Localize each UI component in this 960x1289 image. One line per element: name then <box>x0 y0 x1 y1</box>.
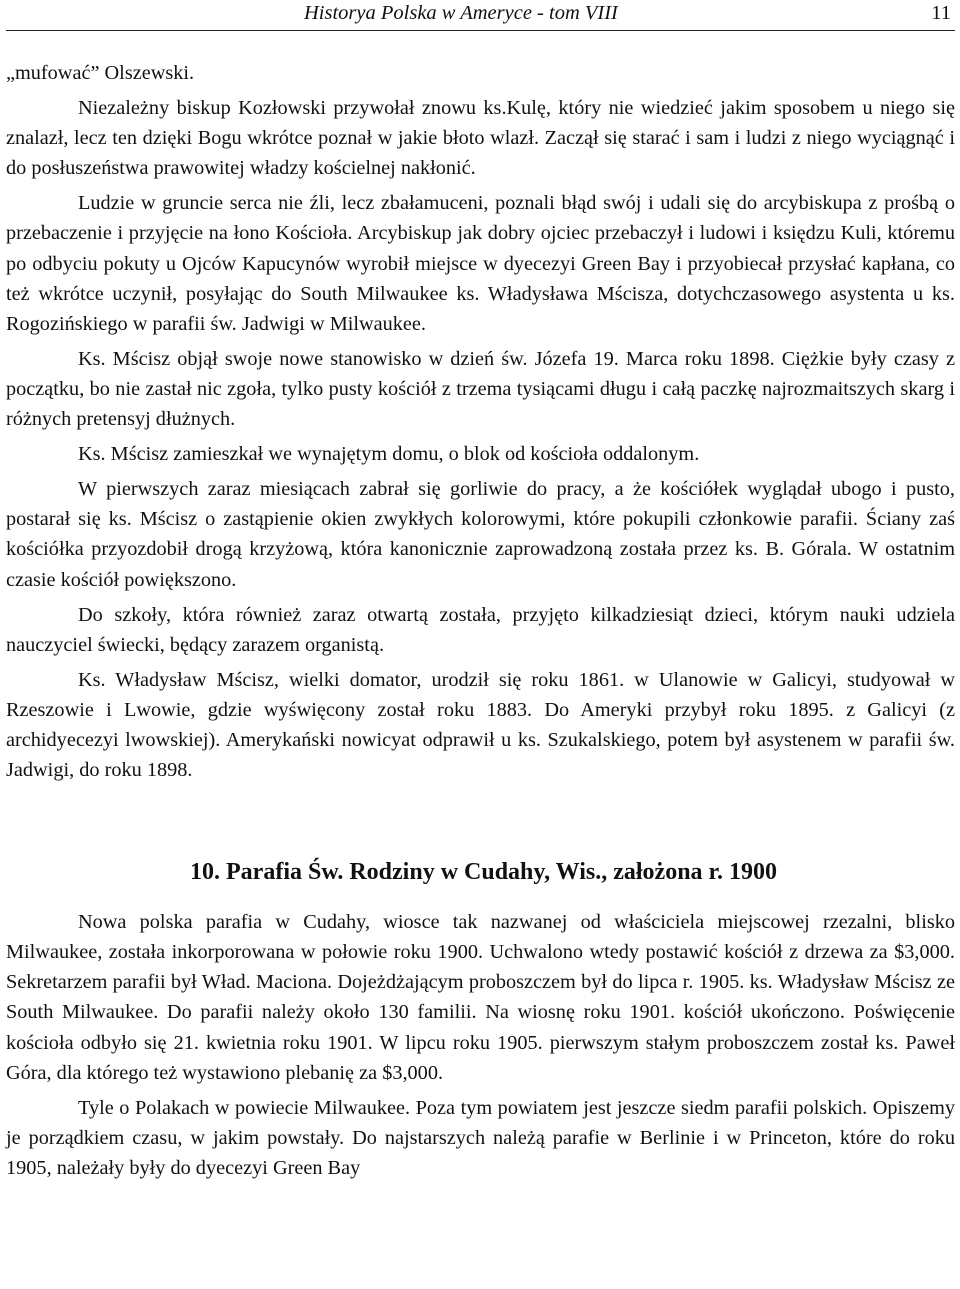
page-number: 11 <box>931 2 951 24</box>
running-title: Historya Polska w Ameryce - tom VIII <box>304 2 618 24</box>
page-body <box>6 58 955 1183</box>
paragraph: Ks. Mścisz zamieszkał we wynajętym domu, o blok od kościoła oddalonym. <box>78 443 700 466</box>
paragraph: Ks. Mścisz objął swoje nowe stanowisko w dzień św. Józefa 19. Marca roku 1898. Ciężkie były czasy z początku, bo nie zastał nic zgoła, tylko pusty kościół z trzema tysiącami długu i całą paczkę najrozmaitszych skarg i różnych pretensyj dłużnych. <box>6 347 955 431</box>
paragraph: Do szkoły, która również zaraz otwartą została, przyjęto kilkadziesiąt dzieci, którym nauki udziela nauczyciel świecki, będący zarazem organistą. <box>6 603 955 656</box>
paragraph: Ludzie w gruncie serca nie źli, lecz zbałamuceni, poznali błąd swój i udali się do arcybiskupa z prośbą o przebaczenie i przyjęcie na łono Kościoła. Arcybiskup jak dobry ojciec przebaczył i ludowi i księdzu Kuli, któremu po odbyciu pokuty u Ojców Kapucynów wyrobił miejsce w dyecezyi Green Bay i przyobiecał przysłać kapłana, co też wkrótce uczynił, posyłając do South Milwaukee ks. Władysława Mścisza, dotychczasowego asystenta u ks. Rogozińskiego w parafii św. Jadwigi w Milwaukee. <box>6 192 955 335</box>
paragraph: Ks. Władysław Mścisz, wielki domator, urodził się roku 1861. w Ulanowie w Galicyi, studyował w Rzeszowie i Lwowie, gdzie wyświęcony został roku 1883. Do Ameryki przybył roku 1895. z Galicyi (z archidyecezyi lwowskiej). Amerykański nowicyat odprawił u ks. Szukalskiego, potem był asystenem w parafii św. Jadwigi, do roku 1898. <box>6 668 955 782</box>
paragraph: W pierwszych zaraz miesiącach zabrał się gorliwie do pracy, a że kościółek wyglądał ubogo i pusto, postarał się ks. Mścisz o zastąpienie okien zwykłych kolorowymi, które pokupili członkowie parafii. Ściany zaś kościółka przyozdobił drogą krzyżową, która kanonicznie zaprowadzoną została przez ks. B. Górala. W ostatnim czasie kościół powiększono. <box>6 478 955 591</box>
running-header <box>6 0 955 31</box>
paragraph-continuation: „mufować” Olszewski. <box>6 62 195 84</box>
book-page <box>6 0 955 1183</box>
section-heading: 10. Parafia Św. Rodziny w Cudahy, Wis., założona r. 1900 <box>190 859 777 886</box>
paragraph: Nowa polska parafia w Cudahy, wiosce tak nazwanej od właściciela miejscowej rzezalni, blisko Milwaukee, została inkorporowana w połowie roku 1900. Uchwalono wtedy postawić kościół z drzewa za $3,000. Sekretarzem parafii był Wład. Maciona. Dojeżdżającym proboszczem był do lipca r. 1905. ks. Władysław Mścisz ze South Milwaukee. Do parafii należy około 130 familii. Na wiosnę roku 1901. kościół ukończono. Poświęcenie kościoła odbyło się 21. kwietnia roku 1901. W lipcu roku 1905. pierwszym stałym proboszczem został ks. Paweł Góra, dla którego też wystawiono plebanię za $3,000. <box>6 911 955 1084</box>
paragraph: Tyle o Polakach w powiecie Milwaukee. Poza tym powiatem jest jeszcze siedm parafii polskich. Opiszemy je porządkiem czasu, w jakim powstały. Do najstarszych należą parafie w Berlinie i w Princeton, które do roku 1905, należały były do dyecezyi Green Bay <box>6 1096 955 1179</box>
paragraph: Niezależny biskup Kozłowski przywołał znowu ks.Kulę, który nie wiedzieć jakim sposobem u niego się znalazł, lecz ten dzięki Bogu wkrótce poznał w jakie błoto wlazł. Zaczął się starać i sam i ludzi z niego wyciągnąć i do posłuszeństwa prawowitej władzy kościelnej nakłonić. <box>6 97 955 180</box>
